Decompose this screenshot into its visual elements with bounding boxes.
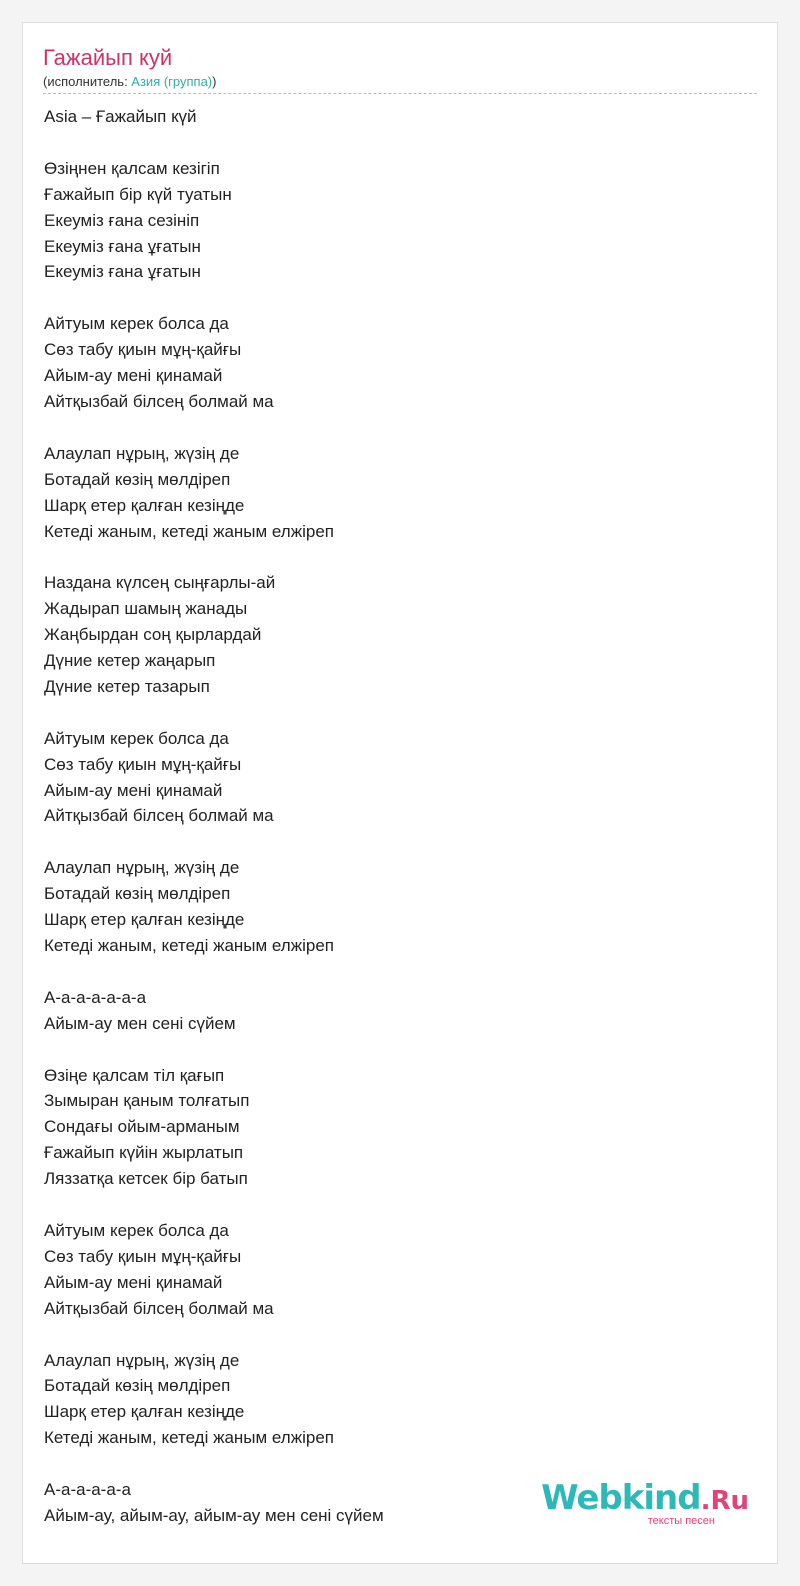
- brand-name: Webkind: [541, 1478, 701, 1518]
- performer-suffix: ): [212, 74, 217, 89]
- song-title: Гажайып куй: [43, 45, 173, 70]
- lyrics-text: Asia – Ғажайып күй Өзіңнен қалсам кезігіп Ғажайып бір күй туатын Екеуміз ғана сезініп Екеуміз ғана ұғатын Екеуміз ғана ұғатын Айтуым керек болса да Сөз табу қиын мұң-қайғы Айым-ау мені қинамай Айтқызбай білсең болмай ма Алаулап нұрың, жүзің де Ботадай көзің мөлдіреп Шарқ етер қалған кезіңде Кетеді жаным, кетеді жаным елжіреп Наздана күлсең сыңғарлы-ай Жадырап шамың жанады Жаңбырдан соң қырлардай Дүние кетер жаңарып Дүние кетер тазарып Айтуым керек болса да Сөз табу қиын мұң-қайғы Айым-ау мені қинамай Айтқызбай білсең болмай ма Алаулап нұрың, жүзің де Ботадай көзің мөлдіреп Шарқ етер қалған кезіңде Кетеді жаным, кетеді жаным елжіреп А-а-а-а-а-а-а Айым-ау мен сені сүйем Өзіңе қалсам тіл қағып Зымыран қаным толғатып Сондағы ойым-арманым Ғажайып күйін жырлатып Ляззатқа кетсек бір батып Айтуым керек болса да Сөз табу қиын мұң-қайғы Айым-ау мені қинамай Айтқызбай білсең болмай ма Алаулап нұрың, жүзің де Ботадай көзің мөлдіреп Шарқ етер қалған кезіңде Кетеді жаным, кетеді жаным елжіреп А-а-а-а-а-а Айым-ау, айым-ау, айым-ау мен сені сүйем: [44, 107, 384, 1525]
- performer-line: [43, 74, 216, 90]
- performer-link[interactable]: Азия (группа): [131, 74, 213, 89]
- brand-tagline: тексты песен: [647, 1515, 715, 1527]
- performer-prefix: (исполнитель:: [43, 74, 132, 89]
- brand-logo: [541, 1480, 749, 1527]
- lyrics-card: [22, 22, 778, 1564]
- brand-tld: .Ru: [700, 1486, 749, 1516]
- brand-wordmark: [541, 1480, 749, 1519]
- dashed-divider: [43, 93, 757, 94]
